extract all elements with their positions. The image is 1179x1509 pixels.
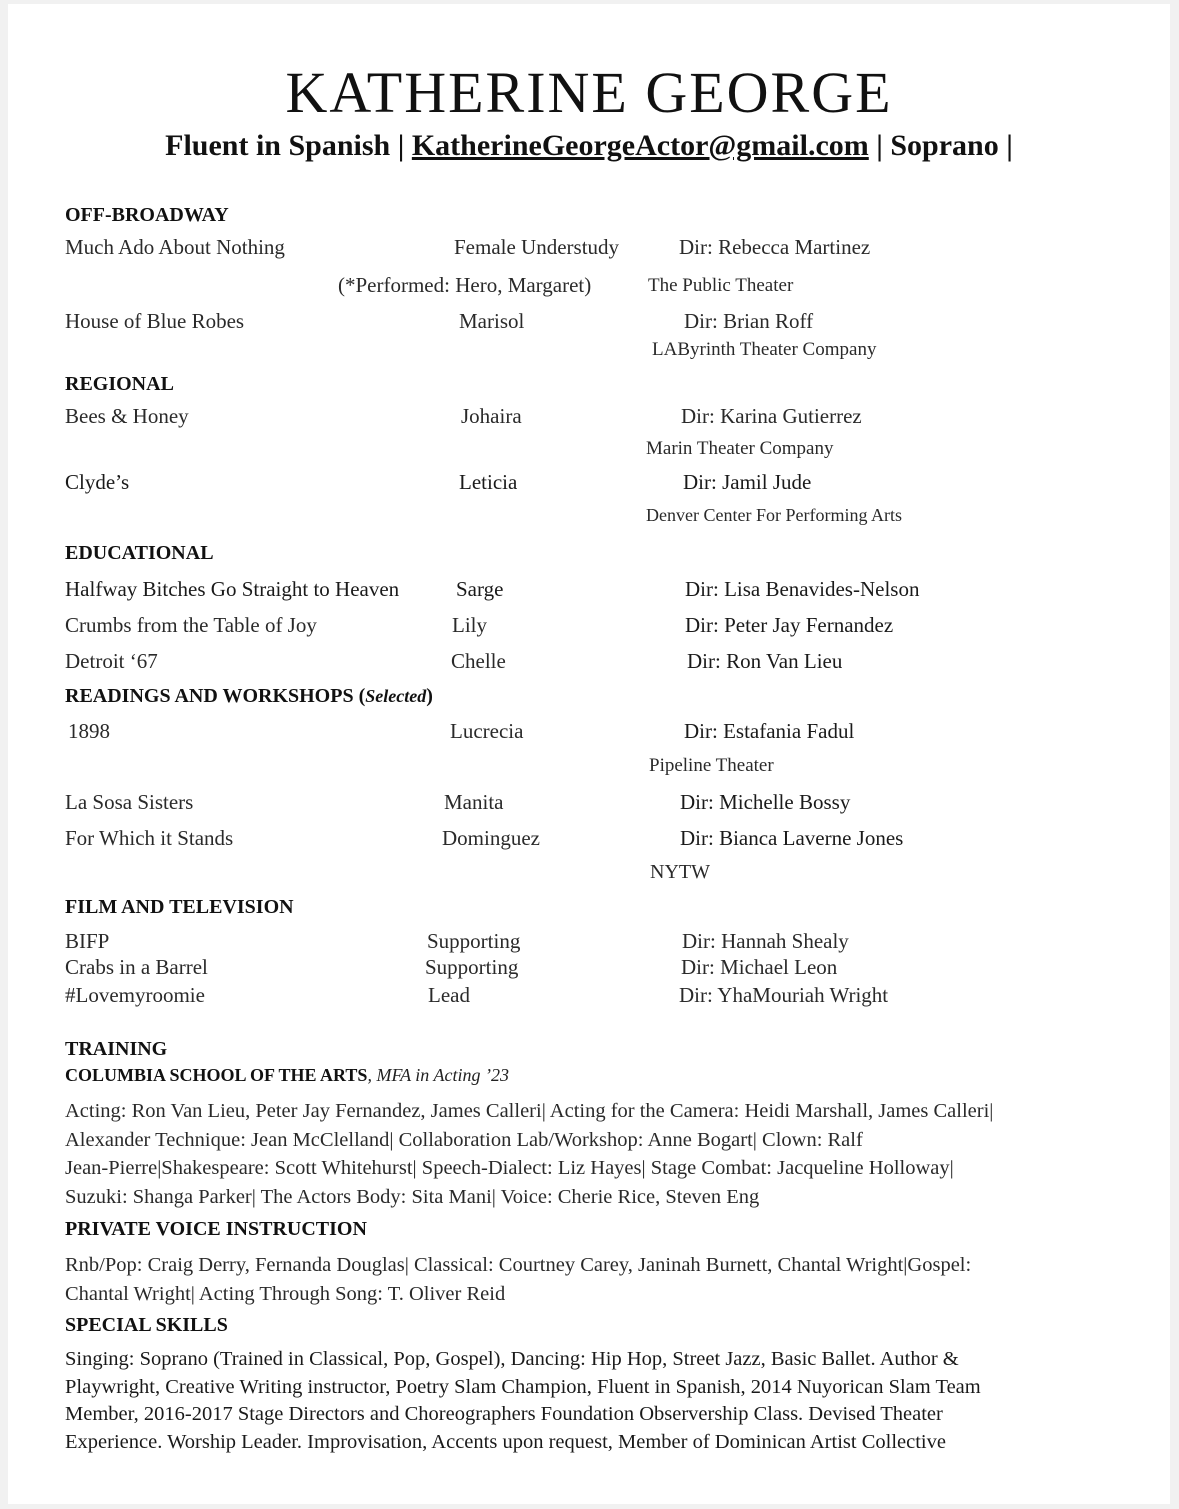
skills-line: Member, 2016-2017 Stage Directors and Choreographers Foundation Observership Class. Devised Theater — [65, 1403, 943, 1425]
credit-role: Leticia — [459, 470, 518, 494]
credit-role: Lucrecia — [450, 719, 524, 743]
credit-theater: LAByrinth Theater Company — [652, 339, 877, 360]
credit-title: Detroit ‘67 — [65, 649, 158, 673]
credit-role: Female Understudy — [454, 235, 620, 259]
credit-title: Halfway Bitches Go Straight to Heaven — [65, 577, 400, 601]
training-paragraph — [65, 1097, 1125, 1211]
credit-role: Supporting — [425, 955, 519, 979]
section-heading-skills: SPECIAL SKILLS — [65, 1314, 228, 1336]
readings-heading-close: ) — [426, 685, 433, 707]
credit-director: Dir: Michelle Bossy — [680, 790, 851, 814]
credit-title: Clyde’s — [65, 470, 130, 494]
credit-role: Chelle — [451, 649, 506, 673]
credit-director: Dir: YhaMouriah Wright — [679, 983, 889, 1007]
credit-role: Dominguez — [442, 826, 540, 850]
section-heading-training: TRAINING — [65, 1038, 168, 1060]
credit-director: Dir: Ron Van Lieu — [687, 649, 843, 673]
readings-heading-selected: Selected — [365, 686, 427, 706]
credit-title: House of Blue Robes — [65, 309, 245, 333]
training-line: Alexander Technique: Jean McClelland| Collaboration Lab/Workshop: Anne Bogart| Clown: Ralf — [65, 1128, 863, 1151]
credit-director: Dir: Estafania Fadul — [684, 719, 855, 743]
section-heading-film-tv: FILM AND TELEVISION — [65, 896, 294, 918]
credit-title: #Lovemyroomie — [65, 983, 205, 1007]
credit-director: Dir: Rebecca Martinez — [679, 235, 871, 259]
credit-title: Bees & Honey — [65, 404, 189, 428]
credit-role: Manita — [444, 790, 504, 814]
credit-role: Supporting — [427, 929, 521, 953]
skills-line: Playwright, Creative Writing instructor, Poetry Slam Champion, Fluent in Spanish, 2014 Nuyorican Slam Team — [65, 1375, 981, 1398]
credit-title: Much Ado About Nothing — [65, 235, 285, 259]
actor-name: KATHERINE GEORGE — [285, 60, 893, 125]
training-line: Acting: Ron Van Lieu, Peter Jay Fernandez, James Calleri| Acting for the Camera: Heidi Marshall, James Calleri| — [65, 1100, 994, 1122]
credit-role: Lily — [452, 613, 487, 637]
credit-director: Dir: Hannah Shealy — [682, 929, 849, 953]
section-heading-off-broadway: OFF-BROADWAY — [65, 204, 229, 226]
skills-line: Singing: Soprano (Trained in Classical, Pop, Gospel), Dancing: Hip Hop, Street Jazz, Basic Ballet. Author & — [65, 1348, 959, 1370]
training-school: COLUMBIA SCHOOL OF THE ARTS — [65, 1065, 368, 1085]
credit-theater: The Public Theater — [648, 275, 794, 296]
credit-title: 1898 — [68, 719, 110, 743]
credit-role: Sarge — [456, 577, 504, 601]
voice-line: Rnb/Pop: Craig Derry, Fernanda Douglas| Classical: Courtney Carey, Janinah Burnett, Chantal Wright|Gospel: — [65, 1254, 972, 1276]
credit-director: Dir: Brian Roff — [684, 309, 814, 333]
section-heading-regional: REGIONAL — [65, 373, 174, 395]
credit-title: Crumbs from the Table of Joy — [65, 613, 317, 637]
credit-director: Dir: Bianca Laverne Jones — [680, 826, 904, 850]
voice-line: Chantal Wright| Acting Through Song: T. Oliver Reid — [65, 1282, 506, 1305]
credit-title: La Sosa Sisters — [65, 790, 194, 814]
credit-theater: Pipeline Theater — [649, 755, 774, 776]
section-heading-readings — [65, 685, 433, 708]
skills-paragraph — [65, 1346, 1135, 1456]
credit-director: Dir: Lisa Benavides-Nelson — [685, 577, 920, 601]
credit-role: Johaira — [461, 404, 522, 428]
readings-heading-text: READINGS AND WORKSHOPS ( — [65, 685, 366, 707]
credit-title: For Which it Stands — [65, 826, 234, 850]
credit-title: Crabs in a Barrel — [65, 955, 208, 979]
email-link[interactable]: KatherineGeorgeActor@gmail.com — [411, 129, 869, 162]
training-line: Jean-Pierre|Shakespeare: Scott Whitehurst| Speech-Dialect: Liz Hayes| Stage Combat: Jacqueline Holloway| — [65, 1157, 954, 1179]
credit-director: Dir: Peter Jay Fernandez — [685, 613, 894, 637]
credit-director: Dir: Michael Leon — [681, 955, 838, 979]
section-heading-voice: PRIVATE VOICE INSTRUCTION — [65, 1218, 367, 1240]
resume-page — [8, 4, 1170, 1504]
contact-language: Fluent in Spanish | — [165, 129, 405, 162]
contact-line — [8, 129, 1170, 163]
contact-voice-type: | Soprano | — [876, 129, 1013, 162]
credit-theater: Marin Theater Company — [646, 438, 834, 459]
credit-role: Marisol — [459, 309, 525, 333]
credit-role: Lead — [428, 983, 470, 1007]
voice-paragraph — [65, 1251, 1125, 1308]
credit-theater: Denver Center For Performing Arts — [646, 505, 902, 525]
credit-theater: NYTW — [650, 861, 710, 883]
credit-director: Dir: Karina Gutierrez — [681, 404, 862, 428]
training-school-line — [65, 1065, 509, 1086]
skills-line: Experience. Worship Leader. Improvisation, Accents upon request, Member of Dominican Artist Collective — [65, 1430, 946, 1453]
section-heading-educational: EDUCATIONAL — [65, 542, 214, 564]
credit-director: Dir: Jamil Jude — [683, 470, 812, 494]
training-line: Suzuki: Shanga Parker| The Actors Body: Sita Mani| Voice: Cherie Rice, Steven Eng — [65, 1185, 760, 1208]
credit-note: (*Performed: Hero, Margaret) — [338, 273, 592, 297]
training-degree: , MFA in Acting ’23 — [367, 1065, 509, 1085]
credit-title: BIFP — [65, 929, 110, 953]
